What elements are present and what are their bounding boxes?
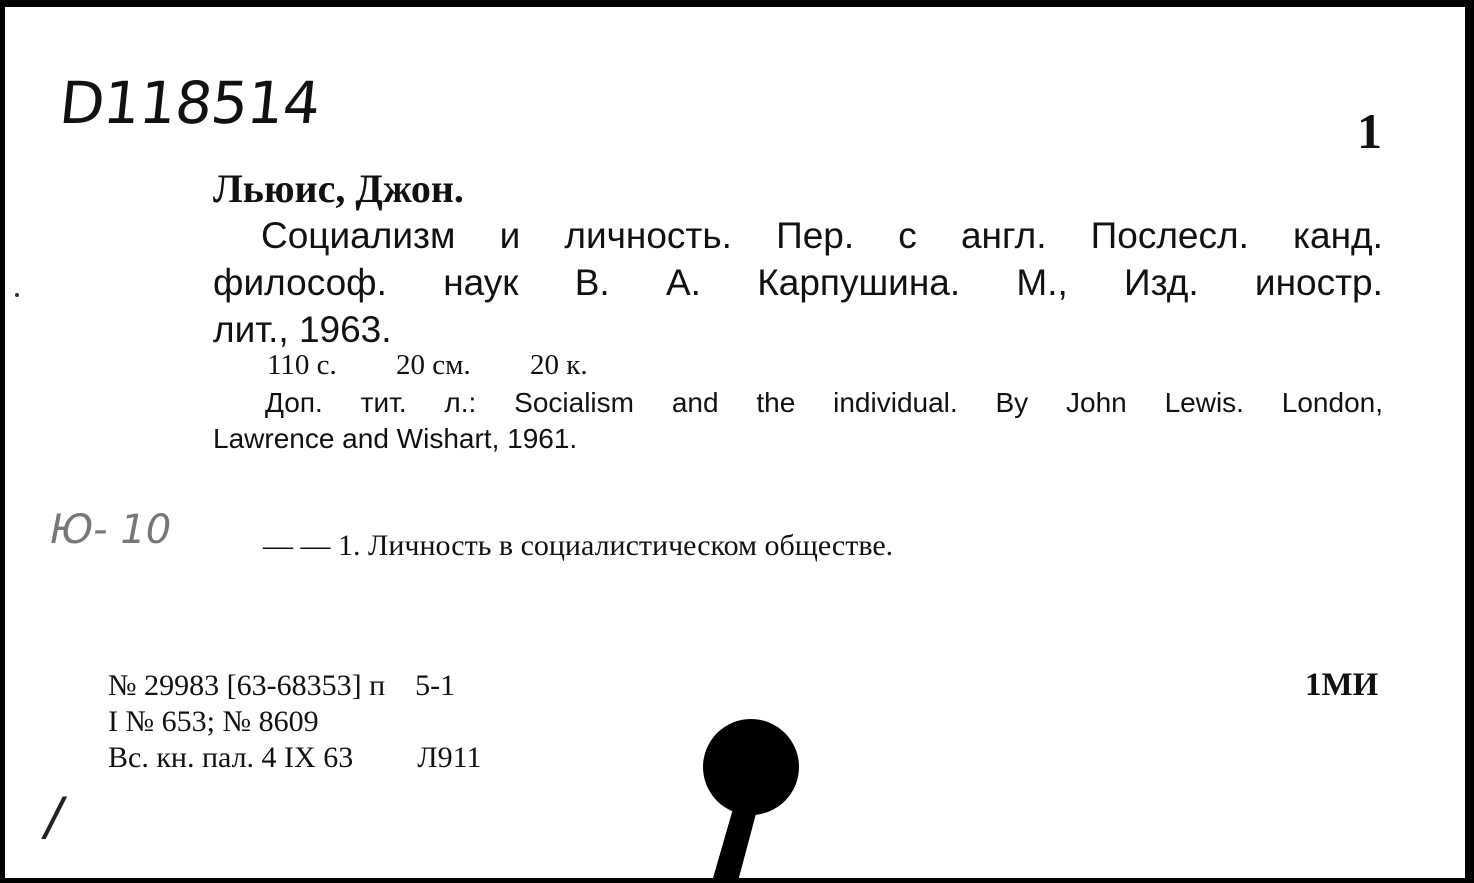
word: Пер.: [776, 215, 855, 256]
word: наук: [443, 262, 519, 303]
library-stamp: 1МИ: [1305, 667, 1379, 703]
footer-record-number: № 29983 [63-68353] п: [108, 669, 386, 702]
word: с: [898, 215, 917, 256]
word: англ.: [960, 215, 1047, 256]
word: иностр.: [1254, 262, 1383, 303]
book-size: 20 см.: [396, 349, 471, 381]
word: Социализм: [261, 215, 456, 256]
handwritten-classification: Ю- 10: [50, 507, 172, 553]
word: лит.,: [213, 309, 289, 350]
word: 1963.: [298, 309, 392, 350]
collation: [267, 349, 640, 382]
note-line-2: Lawrence and Wishart, 1961.: [213, 423, 578, 454]
footer-line-2: I № 653; № 8609: [108, 705, 319, 738]
word: А.: [665, 262, 701, 303]
word: В.: [574, 262, 610, 303]
punch-hole-icon: [689, 715, 804, 883]
footer-line-1: [108, 669, 455, 703]
description-line-1: [213, 212, 1383, 259]
additional-title-note: [213, 385, 1383, 457]
footer-chamber-info: Вс. кн. пал. 4 IX 63: [108, 741, 354, 774]
footer-line-3: [108, 741, 481, 775]
word: и: [499, 215, 521, 256]
word: личность.: [564, 215, 732, 256]
card-number: 1: [1357, 103, 1382, 159]
page-count: 110 с.: [267, 349, 337, 381]
author-heading: Льюис, Джон.: [213, 166, 464, 211]
footer-code: 5-1: [415, 669, 456, 702]
note-line-1: Доп. тит. л.: Socialism and the individual. By John Lewis. London,: [265, 387, 1383, 418]
word: М.,: [1016, 262, 1068, 303]
word: Изд.: [1124, 262, 1199, 303]
word: канд.: [1293, 215, 1383, 256]
price: 20 к.: [530, 349, 588, 381]
handwritten-accession-id: D118514: [56, 69, 323, 137]
bibliographic-description: [213, 212, 1383, 353]
description-line-2: [213, 259, 1383, 306]
word: Послесл.: [1090, 215, 1249, 256]
ink-dot: [15, 293, 19, 297]
footer-order-code: Л911: [417, 741, 482, 774]
pencil-mark: /: [45, 787, 63, 847]
word: Карпушина.: [757, 262, 961, 303]
word: философ.: [213, 262, 387, 303]
description-line-3: [213, 306, 1383, 353]
subject-heading: — — 1. Личность в социалистическом обществе.: [263, 529, 894, 562]
